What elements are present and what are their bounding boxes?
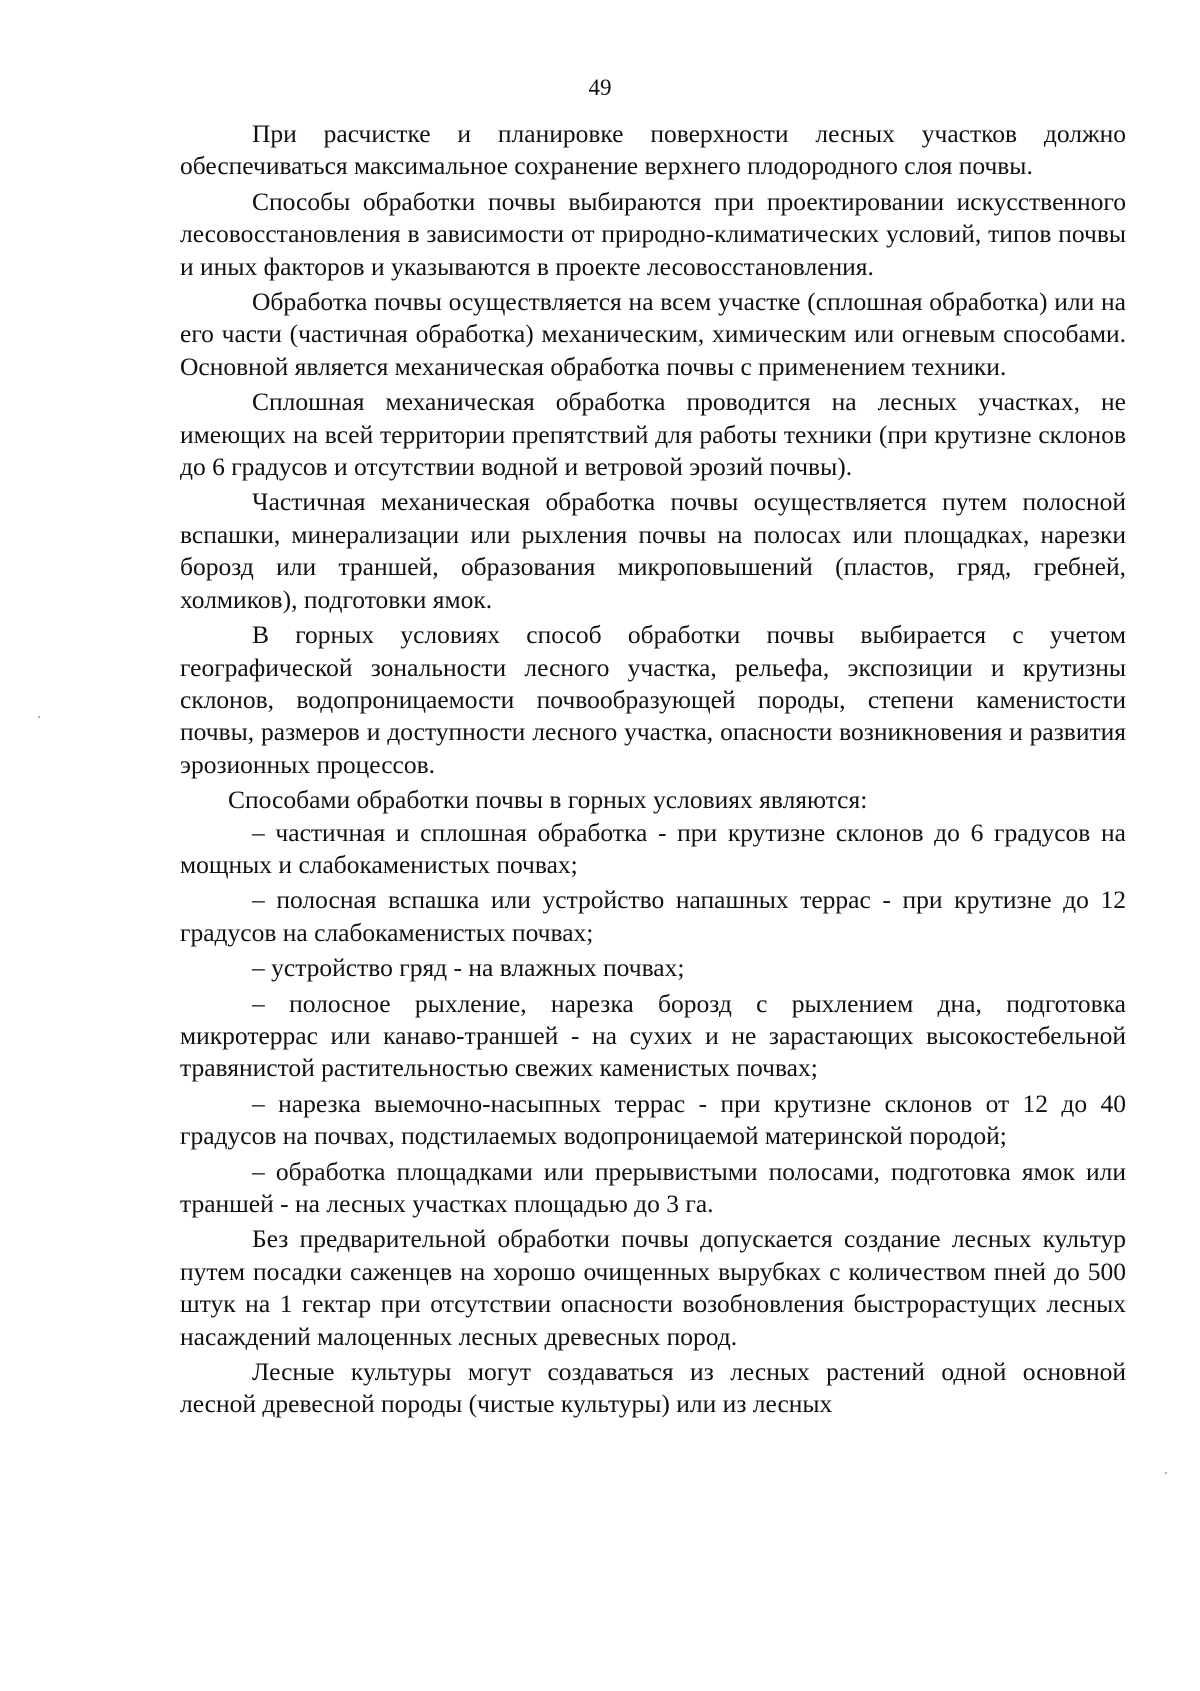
list-item: – устройство гряд - на влажных почвах; bbox=[252, 953, 685, 983]
page-number: 49 bbox=[588, 75, 612, 100]
paragraph-mountain: В горных условиях способ обработки почвы выбирается с учетом географической зональности лесного участка, рельефа, экспозиции и крутизны склонов, водопроницаемости почвообразующей породы, степени каменистости почвы, размеров и доступности лесного участка, опасности возникновения и развития эрозионных процессов. bbox=[180, 620, 1126, 779]
scan-speck bbox=[38, 716, 40, 718]
paragraph-partial: Частичная механическая обработка почвы осуществляется путем полосной вспашки, минерализации или рыхления почвы на полосах или площадках, нарезки борозд или траншей, образования микроповышений (пластов, гряд, гребней, холмиков), подготовки ямок. bbox=[180, 487, 1126, 614]
paragraph-continuous: Сплошная механическая обработка проводится на лесных участках, не имеющих на всей территории препятствий для работы техники (при крутизне склонов до 6 градусов и отсутствии водной и ветровой эрозий почвы). bbox=[180, 387, 1126, 482]
list-item: – нарезка выемочно-насыпных террас - при крутизне склонов от 12 до 40 градусов на почвах, подстилаемых водопроницаемой материнской породой; bbox=[180, 1088, 1126, 1151]
paragraph-clearing: При расчистке и планировке поверхности лесных участков должно обеспечиваться максимальное сохранение верхнего плодородного слоя почвы. bbox=[180, 119, 1126, 181]
paragraph-methods: Способы обработки почвы выбираются при проектировании искусственного лесовосстановления в зависимости от природно-климатических условий, типов почвы и иных факторов и указываются в проекте лесовосстановления. bbox=[180, 186, 1126, 281]
list-item: – частичная и сплошная обработка - при крутизне склонов до 6 градусов на мощных и слабокаменистых почвах; bbox=[180, 817, 1126, 879]
list-item: – полосная вспашка или устройство напашных террас - при крутизне до 12 градусов на слабокаменистых почвах; bbox=[180, 885, 1126, 947]
paragraph-mountain-methods-intro: Способами обработки почвы в горных условиях являются: bbox=[228, 785, 868, 815]
paragraph-no-pretreatment: Без предварительной обработки почвы допускается создание лесных культур путем посадки саженцев на хорошо очищенных вырубках с количеством пней до 500 штук на 1 гектар при отсутствии опасности возобновления быстрорастущих лесных насаждений малоценных лесных древесных пород. bbox=[180, 1224, 1126, 1351]
body-text bbox=[180, 118, 1126, 1424]
list-item: – обработка площадками или прерывистыми полосами, подготовка ямок или траншей - на лесных участках площадью до 3 га. bbox=[180, 1156, 1126, 1218]
list-item: – полосное рыхление, нарезка борозд с рыхлением дна, подготовка микротеррас или канаво-траншей - на сухих и не зарастающих высокостебельной травянистой растительностью свежих каменистых почвах; bbox=[180, 988, 1126, 1083]
paragraph-treatment: Обработка почвы осуществляется на всем участке (сплошная обработка) или на его части (частичная обработка) механическим, химическим или огневым способами. Основной является механическая обработка почвы с применением техники. bbox=[180, 287, 1126, 381]
paragraph-forest-cultures: Лесные культуры могут создаваться из лесных растений одной основной лесной древесной породы (чистые культуры) или из лесных bbox=[180, 1357, 1126, 1419]
scan-speck bbox=[1165, 1472, 1167, 1474]
